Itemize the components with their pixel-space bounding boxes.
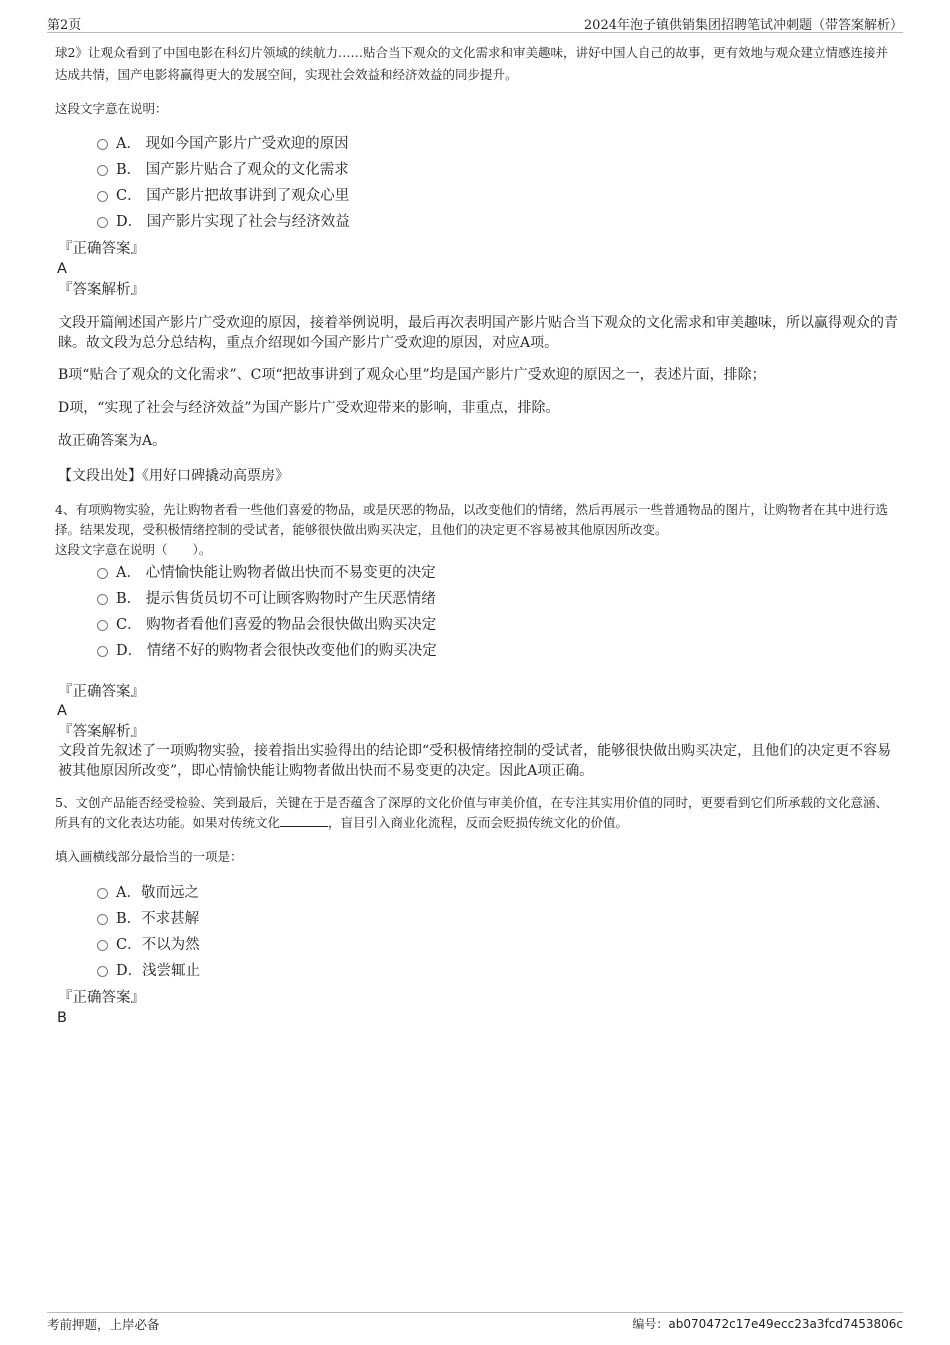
- q5-answer-label: 『正确答案』: [58, 990, 145, 1006]
- q3-analysis-label: 『答案解析』: [58, 282, 145, 298]
- radio-icon[interactable]: [97, 217, 108, 228]
- radio-icon[interactable]: [97, 646, 108, 657]
- q4-answer-label: 『正确答案』: [58, 684, 145, 700]
- q3-analysis-1: 文段开篇阐述国产影片广受欢迎的原因，接着举例说明，最后再次表明国产影片贴合当下观众的文化需求和审美趣味，所以赢得观众的青睐。故文段为总分总结构，重点介绍现如今国产影片广受欢迎的原因，对应A项。: [58, 315, 898, 351]
- source-label: 【文段出处】: [58, 468, 142, 484]
- radio-icon[interactable]: [97, 191, 108, 202]
- q5-option-a[interactable]: A．敬而远之: [97, 883, 199, 903]
- q3-analysis-2: B项“贴合了观众的文化需求”、C项“把故事讲到了观众心里”均是国产影片广受欢迎的原因之一，表述片面，排除；: [58, 367, 766, 383]
- radio-icon[interactable]: [97, 940, 108, 951]
- q3-source: [58, 466, 903, 486]
- radio-icon[interactable]: [97, 914, 108, 925]
- q5-prompt: 填入画横线部分最恰当的一项是：: [55, 849, 243, 864]
- q3-option-b[interactable]: B． 国产影片贴合了观众的文化需求: [97, 160, 349, 180]
- radio-icon[interactable]: [97, 966, 108, 977]
- q5-answer: B: [57, 1010, 67, 1026]
- radio-icon[interactable]: [97, 594, 108, 605]
- page-header: [47, 14, 903, 33]
- q5-option-d[interactable]: D．浅尝辄止: [97, 961, 200, 981]
- document-code: 编号：ab070472c17e49ecc23a3fcd7453806c: [632, 1317, 903, 1331]
- q3-passage: 球2》让观众看到了中国电影在科幻片领域的续航力……贴合当下观众的文化需求和审美趣味，讲好中国人自己的故事，更有效地与观众建立情感连接并达成共情，国产电影将赢得更大的发展空间，实现社会效益和经济效益的同步提升。: [55, 45, 888, 82]
- q5-option-b[interactable]: B．不求甚解: [97, 909, 199, 929]
- q3-option-c[interactable]: C． 国产影片把故事讲到了观众心里: [97, 186, 349, 206]
- q4-option-a[interactable]: A． 心情愉快能让购物者做出快而不易变更的决定: [97, 563, 436, 583]
- q4-option-b[interactable]: B． 提示售货员切不可让顾客购物时产生厌恶情绪: [97, 589, 436, 609]
- q4-prompt: 这段文字意在说明（ ）。: [55, 542, 212, 557]
- q5-passage: 5、文创产品能否经受检验、笑到最后，关键在于是否蕴含了深厚的文化价值与审美价值，在专注其实用价值的同时，更要看到它们所承载的文化意涵、所具有的文化表达功能。如果对传统文化 ，盲目引入商业化流程，反而会贬损传统文化的价值。: [55, 795, 888, 830]
- radio-icon[interactable]: [97, 888, 108, 899]
- q5-option-c[interactable]: C．不以为然: [97, 935, 200, 955]
- radio-icon[interactable]: [97, 139, 108, 150]
- q4-analysis: 文段首先叙述了一项购物实验，接着指出实验得出的结论即“受积极情绪控制的受试者，能够很快做出购买决定，且他们的决定更不容易被其他原因所改变”，即心情愉快能让购物者做出快而不易变更的决定。因此A项正确。: [58, 743, 892, 779]
- radio-icon[interactable]: [97, 165, 108, 176]
- fill-blank: [280, 814, 328, 827]
- radio-icon[interactable]: [97, 568, 108, 579]
- q3-answer-label: 『正确答案』: [58, 241, 145, 257]
- q4-analysis-label: 『答案解析』: [58, 724, 145, 740]
- footer-slogan: 考前押题，上岸必备: [47, 1317, 160, 1332]
- q4-option-d[interactable]: D． 情绪不好的购物者会很快改变他们的购买决定: [97, 641, 437, 661]
- page-number: 第2页: [47, 18, 82, 33]
- source-title: 《用好口碑撬动高票房》: [142, 468, 289, 484]
- q3-analysis-4: 故正确答案为A。: [58, 433, 167, 449]
- q3-option-a[interactable]: A． 现如今国产影片广受欢迎的原因: [97, 134, 349, 154]
- page-footer: [47, 1312, 903, 1333]
- radio-icon[interactable]: [97, 620, 108, 631]
- q3-prompt: 这段文字意在说明：: [55, 101, 168, 116]
- q3-analysis-3: D项，“实现了社会与经济效益”为国产影片广受欢迎带来的影响，非重点，排除。: [58, 400, 560, 416]
- q3-answer: A: [57, 261, 67, 277]
- q4-passage: 4、有项购物实验，先让购物者看一些他们喜爱的物品，或是厌恶的物品，以改变他们的情绪，然后再展示一些普通物品的图片，让购物者在其中进行选择。结果发现，受积极情绪控制的受试者，能够很快做出购买决定，且他们的决定更不容易被其他原因所改变。: [55, 502, 888, 537]
- q4-option-c[interactable]: C． 购物者看他们喜爱的物品会很快做出购买决定: [97, 615, 436, 635]
- document-title: 2024年泡子镇供销集团招聘笔试冲刺题（带答案解析）: [583, 18, 903, 33]
- q4-answer: A: [57, 703, 67, 719]
- q3-option-d[interactable]: D． 国产影片实现了社会与经济效益: [97, 212, 350, 232]
